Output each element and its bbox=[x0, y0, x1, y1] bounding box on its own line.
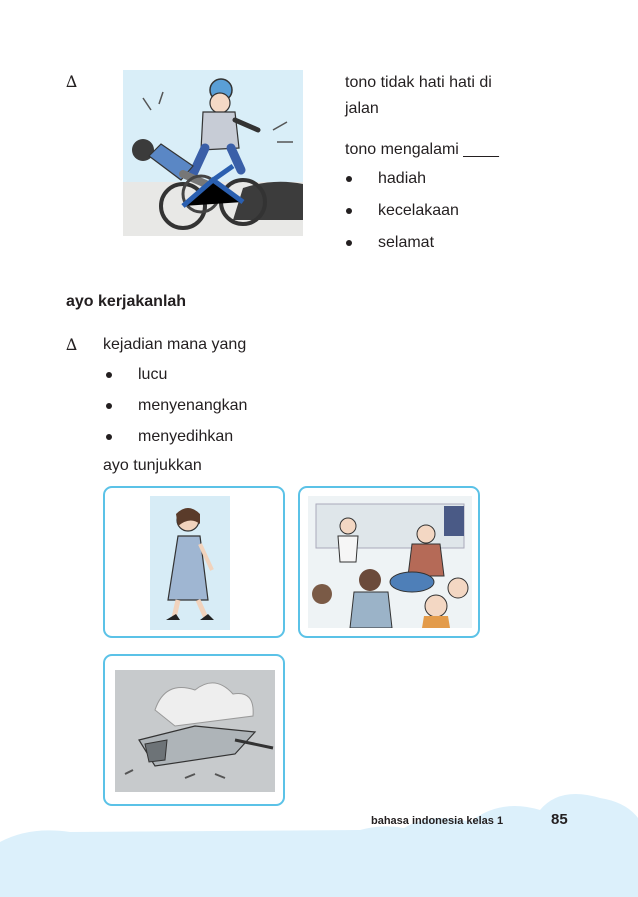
picture-card-kitchen-scene[interactable] bbox=[298, 486, 480, 638]
bullet-dot bbox=[346, 208, 352, 214]
choice-item: lucu bbox=[138, 366, 168, 383]
girl-illustration bbox=[150, 496, 230, 630]
choice-item: menyenangkan bbox=[138, 397, 248, 414]
bullet-dot bbox=[346, 176, 352, 182]
bullet-dot bbox=[106, 403, 112, 409]
kitchen-illustration bbox=[308, 496, 472, 628]
option-item: hadiah bbox=[378, 170, 427, 187]
choice-item: menyedihkan bbox=[138, 428, 234, 445]
option-item: selamat bbox=[378, 234, 435, 251]
bullet-dot bbox=[346, 240, 352, 246]
option-item: kecelakaan bbox=[378, 202, 459, 219]
statement-line-2: jalan bbox=[345, 100, 379, 117]
page-number: 85 bbox=[551, 811, 568, 828]
section-heading: ayo kerjakanlah bbox=[66, 293, 187, 310]
picture-card-girl-falling[interactable] bbox=[103, 486, 285, 638]
fill-in-question: tono mengalami ____ bbox=[345, 141, 499, 158]
task-marker: ∆ bbox=[66, 72, 78, 91]
book-title-footer: bahasa indonesia kelas 1 bbox=[371, 815, 504, 827]
statement-line-1: tono tidak hati hati di bbox=[345, 74, 492, 91]
cyclist-accident-illustration bbox=[123, 70, 303, 236]
section-question: kejadian mana yang bbox=[103, 336, 247, 353]
bullet-dot bbox=[106, 372, 112, 378]
instruction-text: ayo tunjukkan bbox=[103, 457, 202, 474]
bullet-dot bbox=[106, 434, 112, 440]
task-marker: ∆ bbox=[66, 335, 78, 354]
footer-cloud-band bbox=[0, 772, 638, 897]
